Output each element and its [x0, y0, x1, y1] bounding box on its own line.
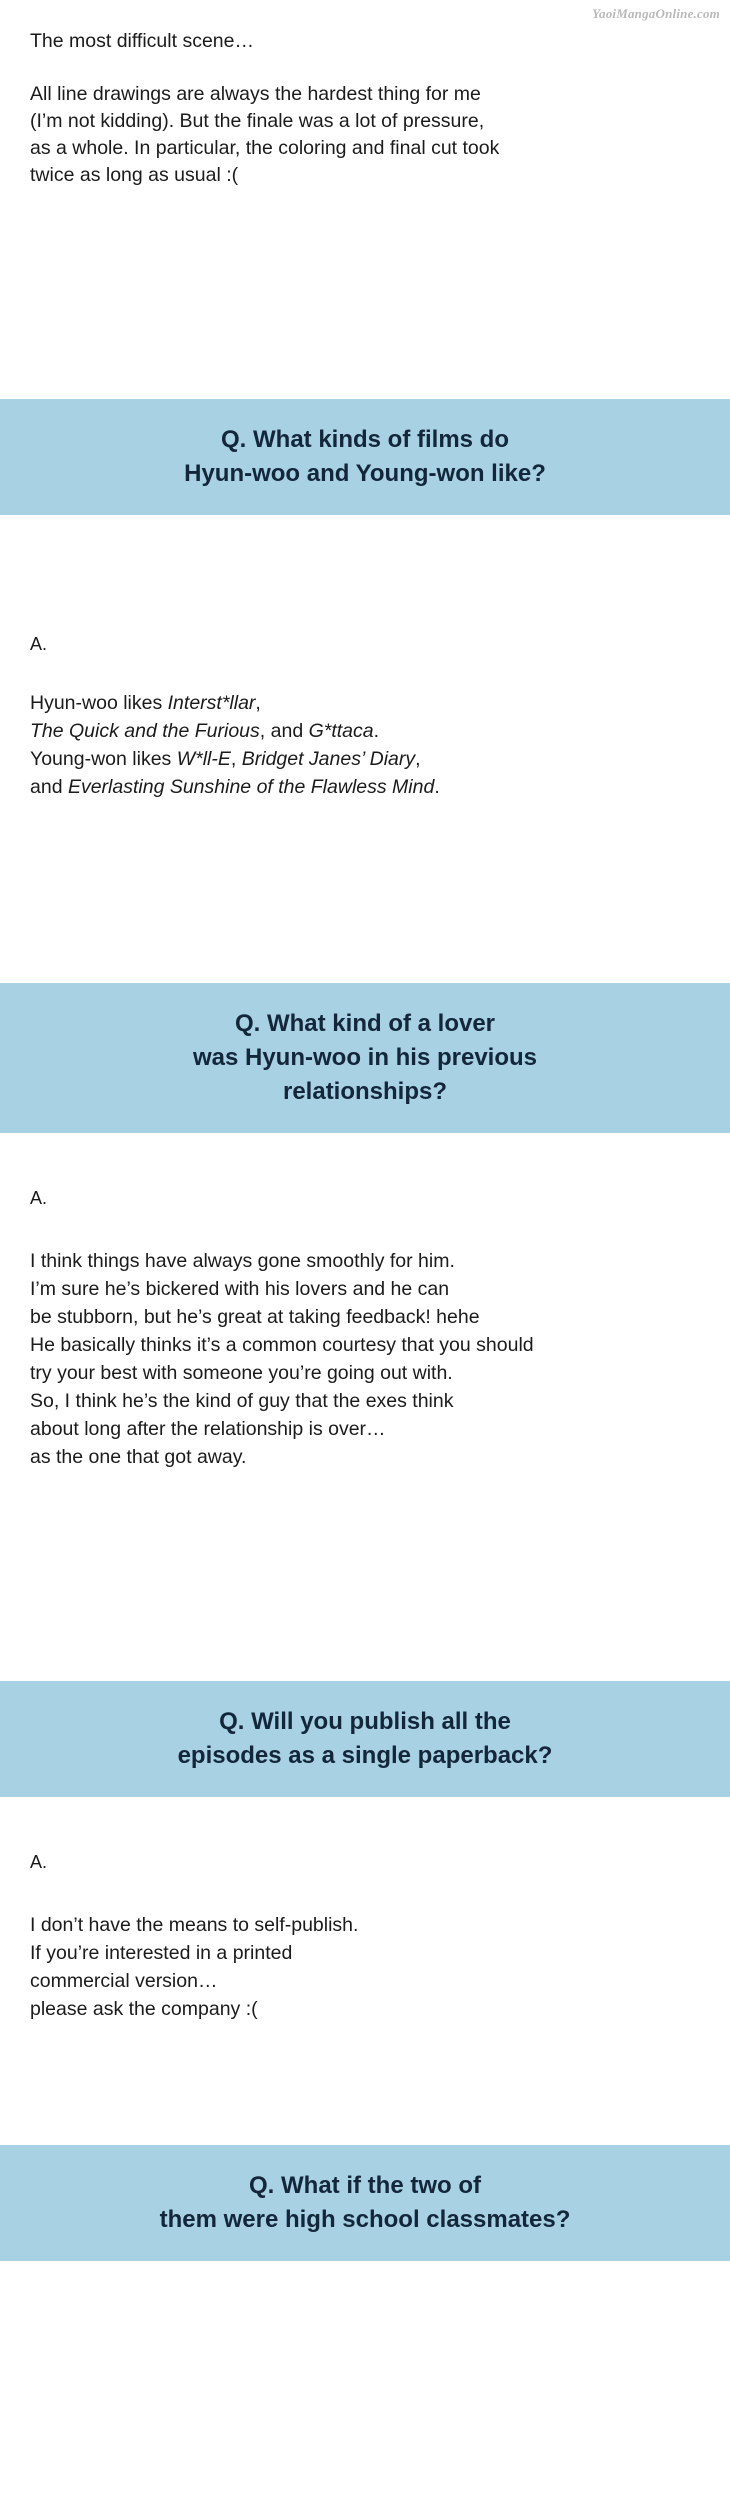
intro-heading: The most difficult scene… [30, 30, 254, 52]
answer-lover-line-1: I think things have always gone smoothly for him. [30, 1250, 455, 1272]
question-films-line-1: Q. What kinds of films do [221, 426, 509, 453]
spacer-q3-answer [0, 1797, 730, 1849]
spacer-before-q4 [0, 2023, 730, 2145]
answer-lover-line-4: He basically thinks it’s a common courtesy that you should [30, 1334, 534, 1356]
spacer-q2-answer [0, 1133, 730, 1185]
intro-block [0, 0, 730, 189]
answer-lover-line-6: So, I think he’s the kind of guy that the exes think [30, 1390, 454, 1412]
answer-paperback-line-2: If you’re interested in a printed [30, 1942, 293, 1964]
question-bar-lover [0, 983, 730, 1133]
question-films-line-2: Hyun-woo and Young-won like? [184, 460, 546, 487]
answer-body-films [0, 689, 730, 801]
answer-label-lover: A. [30, 1188, 48, 1208]
answer-body-paperback [0, 1911, 730, 2023]
intro-spacer [30, 55, 700, 81]
site-watermark: YaoiMangaOnline.com [592, 6, 720, 21]
question-lover-line-2: was Hyun-woo in his previous [192, 1044, 538, 1071]
spacer-label-body-3 [0, 1875, 730, 1911]
answer-lover-line-5: try your best with someone you’re going out with. [30, 1362, 453, 1384]
answer-lover-line-2: I’m sure he’s bickered with his lovers and he can [30, 1278, 450, 1300]
intro-line-4: twice as long as usual :( [30, 164, 239, 186]
spacer-label-body-1 [0, 657, 730, 689]
intro-line-1: All line drawings are always the hardest thing for me [30, 83, 481, 105]
question-bar-classmates [0, 2145, 730, 2261]
intro-line-2: (I’m not kidding). But the finale was a lot of pressure, [30, 110, 485, 132]
spacer-label-body-2 [0, 1211, 730, 1247]
question-paperback-line-1: Q. Will you publish all the [219, 1708, 511, 1735]
answer-lover-line-8: as the one that got away. [30, 1446, 247, 1468]
answer-label-paperback: A. [30, 1852, 48, 1872]
answer-films-line-3: Young-won likes W*ll-E, Bridget Janes’ Diary, [30, 748, 421, 770]
spacer-after-intro [0, 189, 730, 399]
answer-label-films: A. [30, 634, 48, 654]
question-classmates-line-2: them were high school classmates? [159, 2206, 571, 2233]
answer-films-line-4: and Everlasting Sunshine of the Flawless Mind. [30, 776, 440, 798]
answer-films-line-2: The Quick and the Furious, and G*ttaca. [30, 720, 380, 742]
intro-line-3: as a whole. In particular, the coloring and final cut took [30, 137, 500, 159]
answer-paperback-line-3: commercial version… [30, 1970, 218, 1992]
answer-paperback-line-4: please ask the company :( [30, 1998, 258, 2020]
spacer-q1-answer [0, 515, 730, 631]
question-classmates-line-1: Q. What if the two of [249, 2172, 481, 2199]
spacer-before-q2 [0, 801, 730, 983]
question-bar-films [0, 399, 730, 515]
answer-body-lover [0, 1247, 730, 1471]
question-lover-line-1: Q. What kind of a lover [234, 1010, 496, 1037]
question-lover-line-3: relationships? [282, 1078, 448, 1105]
question-bar-paperback [0, 1681, 730, 1797]
answer-paperback-line-1: I don’t have the means to self-publish. [30, 1914, 359, 1936]
answer-lover-line-3: be stubborn, but he’s great at taking feedback! hehe [30, 1306, 480, 1328]
answer-films-line-1: Hyun-woo likes Interst*llar, [30, 692, 261, 714]
answer-lover-line-7: about long after the relationship is over… [30, 1418, 386, 1440]
spacer-before-q3 [0, 1471, 730, 1681]
question-paperback-line-2: episodes as a single paperback? [177, 1742, 553, 1769]
